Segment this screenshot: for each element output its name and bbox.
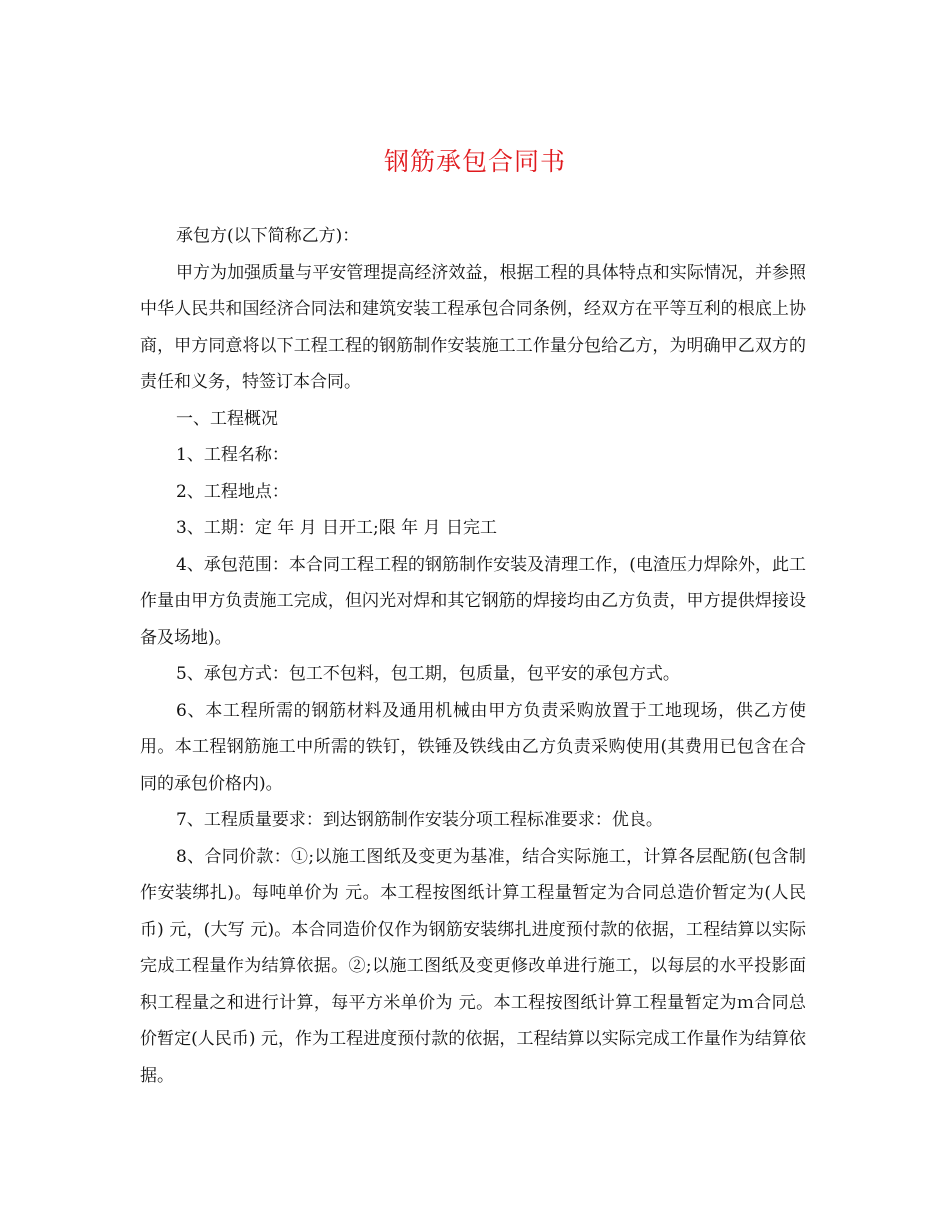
clause-quality-requirements: 7、工程质量要求：到达钢筋制作安装分项工程标准要求：优良。 — [176, 810, 663, 830]
document-body — [140, 218, 806, 1094]
clause-contract-method: 5、承包方式：包工不包料，包工期，包质量，包平安的承包方式。 — [176, 664, 680, 684]
preamble-paragraph: 甲方为加强质量与平安管理提高经济效益，根据工程的具体特点和实际情况，并参照中华人民共和国经济合同法和建筑安装工程承包合同条例，经双方在平等互利的根底上协商，甲方同意将以下工程工程的钢筋制作安装施工工作量分包给乙方，为明确甲乙双方的责任和义务，特签订本合同。 — [140, 262, 806, 392]
clause-project-location: 2、工程地点： — [176, 481, 289, 502]
clause-contract-scope: 4、承包范围：本合同工程工程的钢筋制作安装及清理工作，(电渣压力焊除外，此工作量由甲方负责施工完成，但闪光对焊和其它钢筋的焊接均由乙方负责，甲方提供焊接设备及场地)。 — [140, 554, 806, 648]
clause-contract-price: 8、合同价款：①;以施工图纸及变更为基准，结合实际施工，计算各层配筋(包含制作安装绑扎)。每吨单价为 元。本工程按图纸计算工程量暂定为合同总造价暂定为(人民币) 元，(大写 元)。本合同造价仅作为钢筋安装绑扎进度预付款的依据，工程结算以实际完成工程量作为结算依据。②;以施工图纸及变更修改单进行施工，以每层的水平投影面积工程量之和进行计算，每平方米单价为 元。本工程按图纸计算工程量暂定为ｍ合同总价暂定(人民币) 元，作为工程进度预付款的依据，工程结算以实际完成工作量作为结算依据。 — [140, 846, 806, 1086]
section-heading-project-overview: 一、工程概况 — [176, 408, 278, 429]
document-title: 钢筋承包合同书 — [383, 147, 566, 176]
party-b-line: 承包方(以下简称乙方)： — [176, 226, 360, 246]
clause-project-name: 1、工程名称： — [176, 445, 289, 465]
clause-materials: 6、本工程所需的钢筋材料及通用机械由甲方负责采购放置于工地现场，供乙方使用。本工程钢筋施工中所需的铁钉，铁锤及铁线由乙方负责采购使用(其费用已包含在合同的承包价格内)。 — [140, 700, 806, 794]
clause-construction-period: 3、工期：定 年 月 日开工;限 年 月 日完工 — [176, 518, 497, 538]
